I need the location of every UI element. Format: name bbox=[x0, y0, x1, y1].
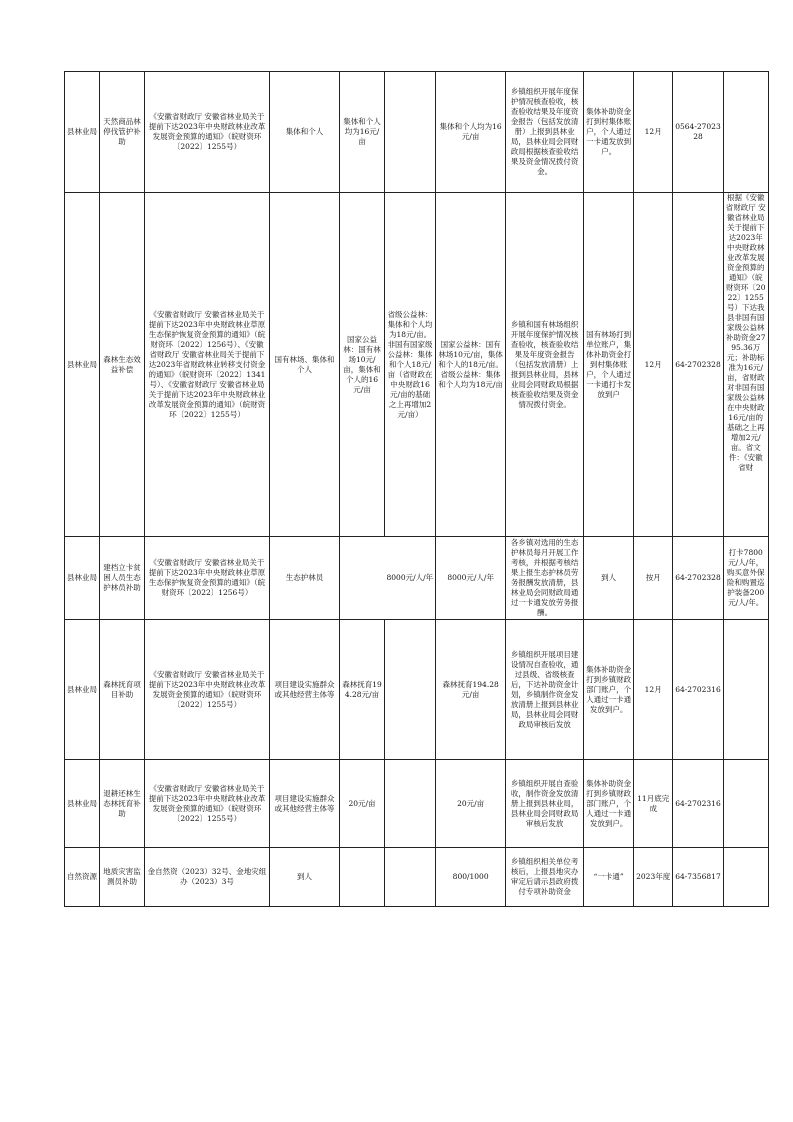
cell-extra bbox=[723, 620, 768, 760]
table-row bbox=[65, 72, 769, 193]
cell-phone: 64-2702328 bbox=[673, 193, 723, 537]
cell-extra bbox=[723, 760, 768, 848]
cell-standard-b bbox=[385, 620, 436, 760]
cell-target: 生态护林员 bbox=[270, 537, 340, 620]
cell-standard-b: 省级公益林：集体和个人均为18元/亩。非国有国家级公益林：集体和个人18元/亩（省财政在中央财政16元/亩的基础之上再增加2元/亩） bbox=[385, 193, 436, 537]
cell-phone: 64-2702328 bbox=[673, 537, 723, 620]
cell-time: 12月 bbox=[634, 620, 673, 760]
cell-time: 11月底完成 bbox=[634, 760, 673, 848]
cell-method: 集体补助资金打到村集体账户，个人通过一卡通发放到户。 bbox=[584, 72, 634, 193]
cell-target: 国有林场、集体和个人 bbox=[270, 193, 340, 537]
cell-item: 森林抚育项目补助 bbox=[100, 620, 145, 760]
cell-amount: 20元/亩 bbox=[436, 760, 506, 848]
cell-standard-a bbox=[340, 537, 385, 620]
cell-time: 2023年度 bbox=[634, 848, 673, 907]
cell-process: 各乡镇对选用的生态护林员每月开展工作考核，并根据考核结果上报生态护林员劳务报酬发放清册，县林业局会同财政局通过一卡通发放劳务报酬。 bbox=[506, 537, 584, 620]
cell-amount: 国家公益林：国有林场10元/亩，集体和个人的18元/亩。省级公益林：集体和个人均为18元/亩 bbox=[436, 193, 506, 537]
cell-standard-a: 森林抚育194.28元/亩 bbox=[340, 620, 385, 760]
cell-extra: 根据《安徽省财政厅 安徽省林业局关于提前下达2023年中央财政林业改革发展资金预算的通知》（皖财资环〔2022〕1255号）下达我县非国有国家级公益林补助资金2795.36万元；补助标准为16元/亩，省财政对非国有国家级公益林在中央财政16元/亩的基础之上再增加2元/亩。省文件：《安徽省财 bbox=[723, 193, 768, 537]
cell-dept: 县林业局 bbox=[65, 537, 100, 620]
cell-dept: 县林业局 bbox=[65, 193, 100, 537]
cell-item: 森林生态效益补偿 bbox=[100, 193, 145, 537]
cell-basis: 金自然资（2023）32号、金地灾组办（2023）3号 bbox=[145, 848, 270, 907]
cell-process: 乡镇组织开展自查验收，制作资金发放清册上报到县林业局，县林业局会同财政局审核后发放 bbox=[506, 760, 584, 848]
cell-item: 退耕还林生态林抚育补助 bbox=[100, 760, 145, 848]
cell-amount: 8000元/人/年 bbox=[436, 537, 506, 620]
cell-extra bbox=[723, 848, 768, 907]
cell-extra bbox=[723, 72, 768, 193]
cell-standard-b: 8000元/人/年 bbox=[385, 537, 436, 620]
cell-process: 乡镇组织相关单位考核后，上报县地灾办审定后请示县政府拨付专项补助资金 bbox=[506, 848, 584, 907]
cell-basis: 《安徽省财政厅 安徽省林业局关于提前下达2023年中央财政林业草原生态保护恢复资金预算的通知》（皖财资环〔2022〕1256号）、《安徽省财政厅 安徽省林业局关于提前下达2023年省财政林业转移支付资金的通知》（皖财资环〔2022〕1341号）、《安徽省财政厅 安徽省林业局关于提前下达2023年中央财政林业改革发展资金预算的通知》（皖财资环〔2022〕1255号） bbox=[145, 193, 270, 537]
cell-standard-a: 国家公益林：国有林场10元/亩，集体和个人的16元/亩 bbox=[340, 193, 385, 537]
cell-extra: 打卡7800元/人/年，购买意外保险和购置巡护装备200元/人/年。 bbox=[723, 537, 768, 620]
cell-amount: 集体和个人均为16元/亩 bbox=[436, 72, 506, 193]
cell-time: 12月 bbox=[634, 193, 673, 537]
cell-process: 乡镇组织开展项目建设情况自查验收，通过县级、省级核查后，下达补助资金计划，乡镇制作资金发放清册上报到县林业局，县林业局会同财政局审核后发放 bbox=[506, 620, 584, 760]
cell-process: 乡镇组织开展年度保护情况核查验收，核查验收结果及年度资金报告（包括发放清册）上报到县林业局，县林业局会同财政局根据核查验收结果及资金情况拨付资金。 bbox=[506, 72, 584, 193]
cell-method: 集体补助资金打到乡镇财政部门账户，个人通过一卡通发放到户。 bbox=[584, 760, 634, 848]
cell-dept: 县林业局 bbox=[65, 760, 100, 848]
cell-process: 乡镇和国有林场组织开展年度保护情况核查验收，核查验收结果及年度资金报告（包括发放清册）上报到县林业局，县林业局会同财政局根据核查验收结果及资金情况拨付资金。 bbox=[506, 193, 584, 537]
cell-method: 到人 bbox=[584, 537, 634, 620]
cell-standard-a bbox=[340, 848, 385, 907]
table-row bbox=[65, 193, 769, 537]
cell-target: 到人 bbox=[270, 848, 340, 907]
cell-amount: 800/1000 bbox=[436, 848, 506, 907]
table-row bbox=[65, 537, 769, 620]
cell-item: 建档立卡贫困人员生态护林员补助 bbox=[100, 537, 145, 620]
cell-basis: 《安徽省财政厅 安徽省林业局关于提前下达2023年中央财政林业改革发展资金预算的通知》（皖财资环〔2022〕1255号） bbox=[145, 72, 270, 193]
cell-time: 12月 bbox=[634, 72, 673, 193]
cell-phone: 64-2702316 bbox=[673, 760, 723, 848]
cell-standard-a: 20元/亩 bbox=[340, 760, 385, 848]
cell-basis: 《安徽省财政厅 安徽省林业局关于提前下达2023年中央财政林业改革发展资金预算的通知》（皖财资环〔2022〕1255号） bbox=[145, 620, 270, 760]
cell-standard-a: 集体和个人均为16元/亩 bbox=[340, 72, 385, 193]
cell-dept: 县林业局 bbox=[65, 72, 100, 193]
table-row bbox=[65, 760, 769, 848]
cell-standard-b bbox=[385, 72, 436, 193]
cell-target: 项目建设实施群众或其他经营主体等 bbox=[270, 620, 340, 760]
cell-dept: 县林业局 bbox=[65, 620, 100, 760]
cell-phone: 64-2702316 bbox=[673, 620, 723, 760]
cell-item: 地质灾害监测员补助 bbox=[100, 848, 145, 907]
cell-standard-b bbox=[385, 760, 436, 848]
cell-amount: 森林抚育194.28元/亩 bbox=[436, 620, 506, 760]
cell-target: 项目建设实施群众或其他经营主体等 bbox=[270, 760, 340, 848]
cell-standard-b bbox=[385, 848, 436, 907]
cell-item: 天然商品林停伐管护补助 bbox=[100, 72, 145, 193]
cell-time: 按月 bbox=[634, 537, 673, 620]
cell-dept: 自然资源 bbox=[65, 848, 100, 907]
cell-method: 国有林场打到单位账户，集体补助资金打到村集体账户，个人通过一卡通打卡发放到户 bbox=[584, 193, 634, 537]
subsidy-table bbox=[64, 71, 769, 907]
cell-basis: 《安徽省财政厅 安徽省林业局关于提前下达2023年中央财政林业草原生态保护恢复资金预算的通知》（皖财资环〔2022〕1256号） bbox=[145, 537, 270, 620]
cell-basis: 《安徽省财政厅 安徽省林业局关于提前下达2023年中央财政林业改革发展资金预算的通知》（皖财资环〔2022〕1255号） bbox=[145, 760, 270, 848]
cell-phone: 0564-2702328 bbox=[673, 72, 723, 193]
cell-method: 集体补助资金打到乡镇财政部门账户，个人通过一卡通发放到户。 bbox=[584, 620, 634, 760]
cell-method: “一卡通” bbox=[584, 848, 634, 907]
cell-phone: 64-7356817 bbox=[673, 848, 723, 907]
cell-target: 集体和个人 bbox=[270, 72, 340, 193]
table-row bbox=[65, 620, 769, 760]
table-row bbox=[65, 848, 769, 907]
